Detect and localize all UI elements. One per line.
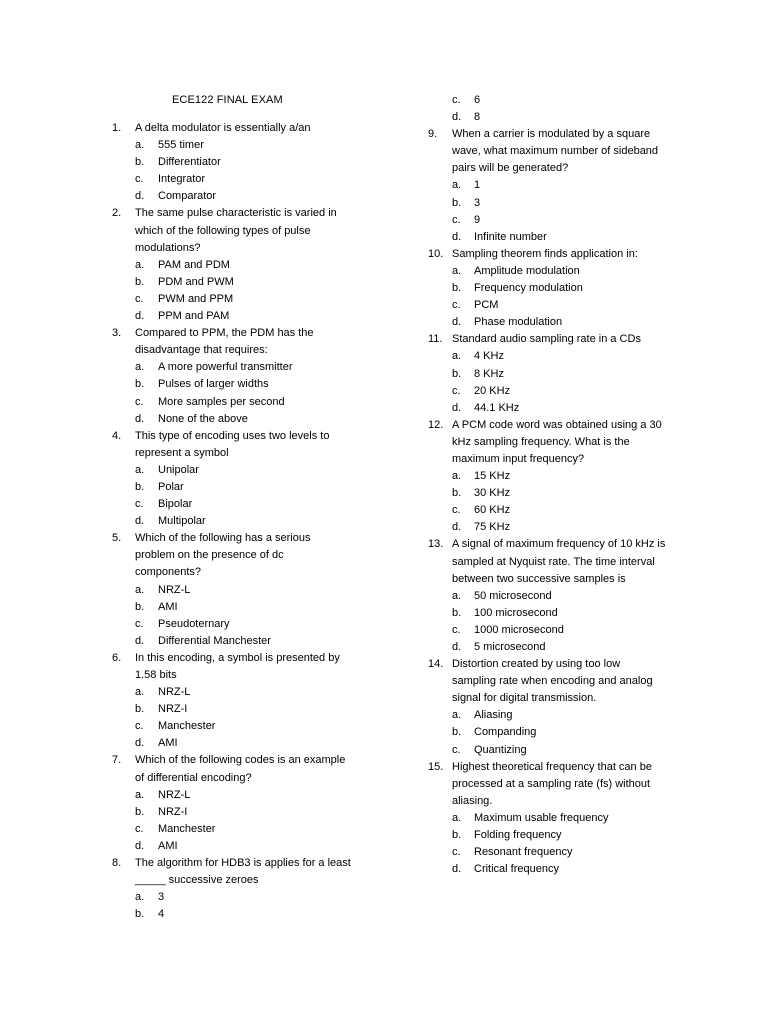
question-text: sampling rate when encoding and analog	[452, 675, 653, 688]
question	[112, 428, 412, 531]
answer-choice	[112, 599, 412, 616]
answer-choice	[428, 844, 728, 861]
question-line	[428, 434, 728, 451]
choice-letter: a.	[452, 709, 462, 722]
answer-choice	[112, 513, 412, 530]
choice-letter: a.	[452, 350, 462, 363]
question-text: The same pulse characteristic is varied in	[135, 207, 337, 220]
question-text: The algorithm for HDB3 is applies for a least	[135, 857, 351, 870]
choice-text: 1	[474, 179, 481, 192]
question-text: pairs will be generated?	[452, 162, 569, 175]
choice-text: 44.1 KHz	[474, 401, 520, 414]
question-text: A PCM code word was obtained using a 30	[452, 418, 662, 431]
choice-text: 100 microsecond	[474, 606, 558, 619]
question-number: 6.	[112, 651, 122, 664]
choice-letter: c.	[135, 292, 144, 305]
question-line	[428, 160, 728, 177]
choice-letter: d.	[135, 515, 145, 528]
question-number: 9.	[428, 128, 438, 141]
answer-choice	[112, 735, 412, 752]
choice-letter: b.	[135, 480, 145, 493]
choice-text: 4 KHz	[474, 350, 504, 363]
choice-text: NRZ-L	[158, 686, 191, 699]
question-number: 1.	[112, 122, 122, 134]
choice-text: Differentiator	[158, 156, 221, 169]
right-column	[428, 92, 728, 878]
choice-letter: a.	[135, 583, 145, 596]
choice-text: Manchester	[158, 720, 216, 733]
question	[428, 417, 728, 537]
question-text: Which of the following codes is an example	[135, 754, 346, 767]
answer-choice	[428, 861, 728, 878]
choice-text: None of the above	[158, 412, 248, 425]
answer-choice	[428, 742, 728, 759]
choice-letter: c.	[452, 846, 461, 859]
choice-letter: d.	[135, 310, 145, 323]
question-text: modulations?	[135, 241, 201, 254]
question-text: which of the following types of pulse	[135, 224, 311, 237]
question	[112, 205, 412, 325]
choice-letter: a.	[135, 788, 145, 801]
question-text: disadvantage that requires:	[135, 344, 268, 357]
answer-choice	[112, 633, 412, 650]
answer-choice	[428, 639, 728, 656]
choice-letter: b.	[135, 378, 145, 391]
question-line	[428, 331, 728, 348]
choice-text: Bipolar	[158, 498, 193, 511]
choice-text: NRZ-L	[158, 788, 191, 801]
answer-choice	[428, 212, 728, 229]
question-line	[428, 690, 728, 707]
choice-letter: c.	[135, 822, 144, 835]
question	[112, 325, 412, 428]
choice-letter: b.	[452, 367, 462, 380]
choice-text: Multipolar	[158, 515, 206, 528]
choice-text: 20 KHz	[474, 384, 511, 397]
question	[428, 92, 728, 126]
choice-letter: b.	[452, 282, 462, 295]
choice-text: AMI	[158, 839, 178, 852]
question-line	[112, 547, 412, 564]
choice-text: A more powerful transmitter	[158, 361, 293, 374]
question-number: 14.	[428, 658, 444, 671]
choice-letter: a.	[135, 686, 145, 699]
answer-choice	[112, 411, 412, 428]
choice-text: Infinite number	[474, 230, 547, 243]
choice-text: 1000 microsecond	[474, 623, 564, 636]
question	[112, 120, 412, 205]
answer-choice	[428, 366, 728, 383]
choice-text: 60 KHz	[474, 504, 511, 517]
choice-letter: b.	[452, 726, 462, 739]
choice-letter: d.	[452, 863, 462, 876]
exam-title: ECE122 FINAL EXAM	[172, 94, 283, 106]
choice-text: Phase modulation	[474, 316, 563, 329]
choice-text: Integrator	[158, 173, 206, 186]
choice-text: 30 KHz	[474, 487, 511, 500]
choice-text: Manchester	[158, 822, 216, 835]
answer-choice	[428, 502, 728, 519]
answer-choice	[428, 588, 728, 605]
answer-choice	[112, 291, 412, 308]
answer-choice	[428, 280, 728, 297]
question-text: processed at a sampling rate (fs) without	[452, 777, 651, 790]
answer-choice	[428, 724, 728, 741]
left-column	[112, 120, 412, 923]
choice-text: Aliasing	[474, 709, 513, 722]
question-text: Standard audio sampling rate in a CDs	[452, 333, 641, 346]
answer-choice	[112, 718, 412, 735]
choice-text: 8	[474, 111, 481, 124]
choice-text: Resonant frequency	[474, 846, 573, 859]
choice-letter: b.	[452, 487, 462, 500]
question-text: kHz sampling frequency. What is the	[452, 435, 630, 448]
question-line	[112, 564, 412, 581]
question	[428, 656, 728, 759]
choice-text: Pulses of larger widths	[158, 378, 269, 391]
choice-letter: d.	[135, 412, 145, 425]
choice-text: PWM and PPM	[158, 292, 234, 305]
choice-text: NRZ-L	[158, 583, 191, 596]
choice-letter: b.	[135, 156, 145, 169]
answer-choice	[428, 468, 728, 485]
question	[428, 331, 728, 416]
choice-letter: c.	[452, 384, 461, 397]
choice-letter: c.	[452, 94, 461, 106]
question-line	[112, 205, 412, 222]
question-text: 1.58 bits	[135, 669, 177, 681]
answer-choice	[112, 188, 412, 205]
choice-text: 15 KHz	[474, 470, 511, 483]
answer-choice	[112, 137, 412, 154]
choice-text: PCM	[474, 299, 499, 312]
choice-letter: a.	[452, 179, 462, 192]
question-line	[428, 143, 728, 160]
answer-choice	[428, 827, 728, 844]
question-number: 7.	[112, 754, 122, 767]
choice-letter: b.	[452, 196, 462, 209]
choice-text: Quantizing	[474, 743, 527, 756]
question-text: Distortion created by using too low	[452, 658, 621, 671]
choice-letter: a.	[135, 891, 145, 904]
question-text: wave, what maximum number of sideband	[452, 145, 659, 158]
answer-choice	[112, 376, 412, 393]
choice-letter: b.	[135, 805, 145, 818]
choice-text: 9	[474, 213, 481, 226]
question	[428, 126, 728, 246]
answer-choice	[112, 274, 412, 291]
choice-text: AMI	[158, 600, 178, 613]
question-line	[112, 752, 412, 769]
question-line	[428, 554, 728, 571]
question-line	[112, 667, 412, 684]
answer-choice	[428, 810, 728, 827]
choice-text: Differential Manchester	[158, 634, 271, 647]
question-number: 5.	[112, 532, 122, 545]
choice-text: 3	[158, 891, 165, 904]
answer-choice	[428, 485, 728, 502]
answer-choice	[428, 400, 728, 417]
answer-choice	[112, 889, 412, 906]
choice-letter: b.	[135, 703, 145, 716]
choice-letter: c.	[135, 498, 144, 511]
answer-choice	[428, 314, 728, 331]
question-number: 13.	[428, 538, 444, 551]
choice-letter: c.	[452, 504, 461, 517]
answer-choice	[428, 383, 728, 400]
question-number: 2.	[112, 207, 122, 220]
question-text: Highest theoretical frequency that can be	[452, 760, 652, 773]
choice-letter: b.	[135, 275, 145, 288]
question-text: Compared to PPM, the PDM has the	[135, 327, 314, 340]
answer-choice	[428, 109, 728, 126]
question-line	[428, 571, 728, 588]
question-line	[112, 120, 412, 137]
choice-letter: a.	[452, 264, 462, 277]
answer-choice	[112, 462, 412, 479]
choice-text: Unipolar	[158, 463, 199, 476]
answer-choice	[112, 479, 412, 496]
choice-letter: a.	[135, 361, 145, 374]
question-text: In this encoding, a symbol is presented by	[135, 651, 340, 664]
answer-choice	[428, 622, 728, 639]
question-line	[112, 223, 412, 240]
question-number: 12.	[428, 418, 444, 431]
choice-letter: c.	[135, 395, 144, 408]
question	[112, 855, 412, 923]
answer-choice	[428, 229, 728, 246]
choice-letter: a.	[452, 470, 462, 483]
answer-choice	[112, 906, 412, 923]
choice-letter: b.	[135, 908, 145, 921]
choice-letter: b.	[452, 829, 462, 842]
question-text: components?	[135, 566, 202, 579]
question-number: 10.	[428, 247, 444, 260]
choice-letter: d.	[452, 401, 462, 414]
answer-choice	[428, 177, 728, 194]
answer-choice	[428, 263, 728, 280]
choice-letter: b.	[135, 600, 145, 613]
question-line	[428, 246, 728, 263]
choice-letter: a.	[135, 139, 145, 152]
choice-text: 50 microsecond	[474, 589, 552, 602]
question	[428, 246, 728, 331]
question-line	[112, 855, 412, 872]
choice-text: PPM and PAM	[158, 310, 230, 323]
choice-text: Companding	[474, 726, 537, 739]
choice-letter: c.	[452, 213, 461, 226]
choice-text: AMI	[158, 737, 178, 750]
choice-text: 8 KHz	[474, 367, 504, 380]
choice-text: PAM and PDM	[158, 258, 230, 271]
question-line	[428, 673, 728, 690]
question-line	[112, 770, 412, 787]
choice-text: NRZ-I	[158, 805, 188, 818]
choice-text: Pseudoternary	[158, 617, 230, 630]
answer-choice	[112, 821, 412, 838]
answer-choice	[112, 582, 412, 599]
choice-text: 4	[158, 908, 165, 921]
choice-text: Critical frequency	[474, 863, 559, 876]
question-line	[112, 428, 412, 445]
choice-text: Maximum usable frequency	[474, 811, 609, 824]
choice-text: NRZ-I	[158, 703, 188, 716]
choice-letter: d.	[452, 230, 462, 243]
question-line	[112, 872, 412, 889]
answer-choice	[112, 359, 412, 376]
answer-choice	[112, 838, 412, 855]
choice-text: PDM and PWM	[158, 275, 234, 288]
question	[428, 536, 728, 656]
choice-letter: c.	[135, 617, 144, 630]
choice-text: 6	[474, 94, 481, 106]
question-line	[112, 445, 412, 462]
question-text: Which of the following has a serious	[135, 532, 311, 545]
answer-choice	[112, 394, 412, 411]
choice-letter: c.	[135, 720, 144, 733]
answer-choice	[428, 519, 728, 536]
choice-letter: d.	[135, 190, 145, 203]
choice-text: Comparator	[158, 190, 217, 203]
question-text: between two successive samples is	[452, 572, 626, 585]
question-line	[428, 793, 728, 810]
choice-letter: c.	[135, 173, 144, 186]
answer-choice	[428, 605, 728, 622]
question-text: A delta modulator is essentially a/an	[135, 122, 311, 134]
answer-choice	[112, 171, 412, 188]
question-text: represent a symbol	[135, 446, 229, 459]
question-number: 11.	[428, 333, 443, 346]
answer-choice	[112, 701, 412, 718]
answer-choice	[428, 348, 728, 365]
answer-choice	[112, 496, 412, 513]
choice-letter: d.	[452, 641, 462, 653]
answer-choice	[112, 804, 412, 821]
choice-letter: a.	[135, 258, 145, 271]
choice-letter: c.	[452, 299, 461, 312]
choice-text: More samples per second	[158, 395, 285, 408]
question	[112, 752, 412, 855]
question-text: aliasing.	[452, 794, 493, 807]
choice-letter: d.	[452, 111, 462, 124]
question-line	[428, 536, 728, 553]
question-line	[428, 776, 728, 793]
choice-text: 3	[474, 196, 481, 209]
question-number: 4.	[112, 429, 122, 442]
choice-letter: d.	[135, 634, 145, 647]
question-text: signal for digital transmission.	[452, 692, 597, 705]
choice-text: Frequency modulation	[474, 282, 583, 295]
choice-letter: d.	[135, 737, 145, 750]
choice-text: 75 KHz	[474, 521, 511, 534]
answer-choice	[428, 92, 728, 109]
choice-letter: a.	[452, 811, 462, 824]
choice-text: Folding frequency	[474, 829, 562, 842]
choice-text: 555 timer	[158, 139, 204, 152]
question-text: problem on the presence of dc	[135, 549, 284, 562]
question-number: 15.	[428, 760, 444, 773]
choice-letter: d.	[452, 316, 462, 329]
question	[112, 650, 412, 753]
question-text: _____ successive zeroes	[135, 874, 259, 887]
choice-text: Amplitude modulation	[474, 264, 580, 277]
question-line	[112, 530, 412, 547]
question-text: of differential encoding?	[135, 771, 252, 784]
question-text: This type of encoding uses two levels to	[135, 429, 330, 442]
question-line	[428, 417, 728, 434]
answer-choice	[112, 684, 412, 701]
choice-letter: c.	[452, 743, 461, 756]
question-text: Sampling theorem finds application in:	[452, 247, 638, 260]
choice-text: 5 microsecond	[474, 641, 546, 653]
question-line	[112, 325, 412, 342]
choice-letter: d.	[135, 839, 145, 852]
question-line	[112, 240, 412, 257]
question-line	[428, 759, 728, 776]
question-line	[112, 650, 412, 667]
answer-choice	[112, 787, 412, 804]
question-text: maximum input frequency?	[452, 452, 585, 465]
question-number: 8.	[112, 857, 122, 870]
choice-letter: a.	[452, 589, 462, 602]
answer-choice	[112, 616, 412, 633]
choice-text: Polar	[158, 480, 184, 493]
choice-letter: c.	[452, 623, 461, 636]
choice-letter: a.	[135, 463, 145, 476]
answer-choice	[112, 257, 412, 274]
question	[112, 530, 412, 650]
question-number: 3.	[112, 327, 122, 340]
question	[428, 759, 728, 879]
answer-choice	[112, 308, 412, 325]
question-text: sampled at Nyquist rate. The time interval	[452, 555, 655, 568]
question-line	[428, 656, 728, 673]
question-text: A signal of maximum frequency of 10 kHz is	[452, 538, 666, 551]
choice-letter: b.	[452, 606, 462, 619]
choice-letter: d.	[452, 521, 462, 534]
question-line	[428, 451, 728, 468]
answer-choice	[112, 154, 412, 171]
question-text: When a carrier is modulated by a square	[452, 128, 651, 141]
question-line	[112, 342, 412, 359]
answer-choice	[428, 707, 728, 724]
answer-choice	[428, 195, 728, 212]
question-line	[428, 126, 728, 143]
answer-choice	[428, 297, 728, 314]
